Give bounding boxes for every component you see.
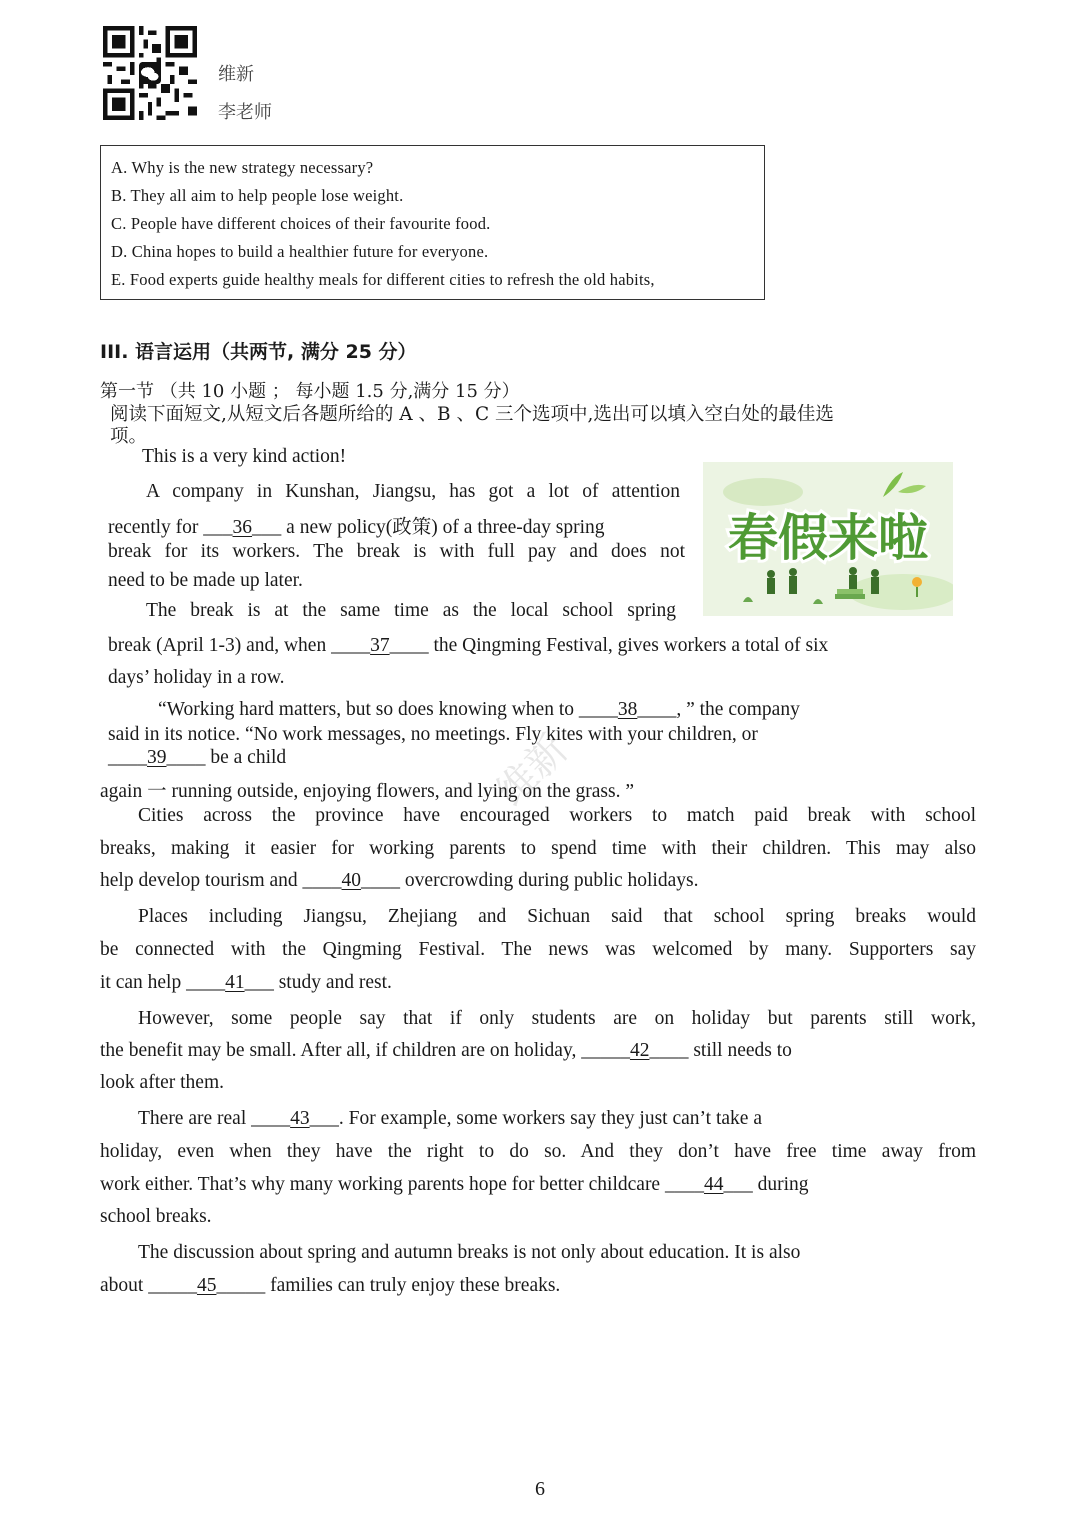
passage-line: need to be made up later. (108, 570, 303, 591)
blank-44: 44 (703, 1174, 724, 1195)
passage-line: said in its notice. “No work messages, no meetings. Fly kites with your children, or (108, 724, 758, 745)
section-title: III. 语言运用（共两节, 满分 25 分） (100, 341, 417, 363)
contact-name: 维新 (218, 64, 254, 85)
passage-line: The discussion about spring and autumn breaks is not only about education. It is also (138, 1242, 801, 1263)
passage-line: days’ holiday in a row. (108, 667, 285, 688)
blank-42: 42 (629, 1040, 650, 1061)
passage-line: A company in Kunshan, Jiangsu, has got a lot of attention (146, 481, 680, 502)
passage-line: the benefit may be small. After all, if children are on holiday, _____42____ still needs to (100, 1040, 792, 1061)
blank-45: 45 (196, 1275, 217, 1296)
blank-43: 43 (290, 1108, 310, 1129)
blank-38: 38 (617, 699, 638, 720)
blank-37: 37 (370, 635, 390, 656)
passage-line: Places including Jiangsu, Zhejiang and Sichuan said that school spring breaks would (138, 906, 976, 927)
qr-code-image (103, 26, 197, 120)
passage-line: look after them. (100, 1072, 224, 1093)
passage-line: work either. That’s why many working parents hope for better childcare ____44___ during (100, 1174, 809, 1195)
passage-line: help develop tourism and ____40____ overcrowding during public holidays. (100, 870, 699, 891)
passage-line: Cities across the province have encouraged workers to match paid break with school (138, 805, 976, 826)
passage-line: ____39____ be a child (108, 747, 287, 768)
option-d: D. China hopes to build a healthier future for everyone. (111, 242, 489, 261)
option-b: B. They all aim to help people lose weight. (111, 186, 404, 205)
passage-line: it can help ____41___ study and rest. (100, 972, 392, 993)
passage-line: “Working hard matters, but so does knowing when to ____38____, ” the company (158, 699, 800, 720)
passage-line: break (April 1-3) and, when ____37____ the Qingming Festival, gives workers a total of six (108, 635, 829, 656)
blank-39: 39 (147, 747, 167, 768)
passage-line: However, some people say that if only students are on holiday but parents still work, (138, 1008, 976, 1029)
part-heading: 第一节 （共 10 小题 ； 每小题 1.5 分,满分 15 分） (100, 381, 520, 402)
options-box (100, 145, 765, 300)
blank-40: 40 (341, 870, 362, 891)
passage-line: be connected with the Qingming Festival. The news was welcomed by many. Supporters say (100, 939, 976, 960)
passage-line: again 一 running outside, enjoying flowers, and lying on the grass. ” (100, 781, 634, 802)
page-number: 6 (535, 1478, 545, 1500)
passage-line: recently for ___36___ a new policy(政策) of a three-day spring (108, 517, 605, 538)
option-a: A. Why is the new strategy necessary? (111, 158, 374, 177)
blank-36: 36 (232, 517, 253, 538)
passage-title: This is a very kind action! (142, 446, 347, 467)
watermark: 维新 (487, 726, 578, 816)
instruction-line-2: 项。 (110, 426, 148, 447)
blank-41: 41 (225, 972, 245, 993)
instruction-line-1: 阅读下面短文,从短文后各题所给的 A 、B 、C 三个选项中,选出可以填入空白处的最佳选 (110, 404, 834, 425)
spring-break-illustration (703, 462, 953, 616)
passage-line: breaks, making it easier for working parents to spend time with their children. This may also (100, 838, 976, 859)
banner-text: 春假来啦 (728, 509, 928, 567)
passage-line: There are real ____43___. For example, some workers say they just can’t take a (138, 1108, 762, 1129)
passage-line: school breaks. (100, 1206, 212, 1227)
option-c: C. People have different choices of their favourite food. (111, 214, 491, 233)
contact-title: 李老师 (218, 102, 272, 123)
passage-line: break for its workers. The break is with full pay and does not (108, 541, 685, 562)
option-e: E. Food experts guide healthy meals for different cities to refresh the old habits, (111, 270, 655, 289)
passage-line: about _____45_____ families can truly enjoy these breaks. (100, 1275, 561, 1296)
passage-line: holiday, even when they have the right to do so. And they don’t have free time away from (100, 1141, 976, 1162)
passage-line: The break is at the same time as the local school spring (146, 600, 676, 621)
